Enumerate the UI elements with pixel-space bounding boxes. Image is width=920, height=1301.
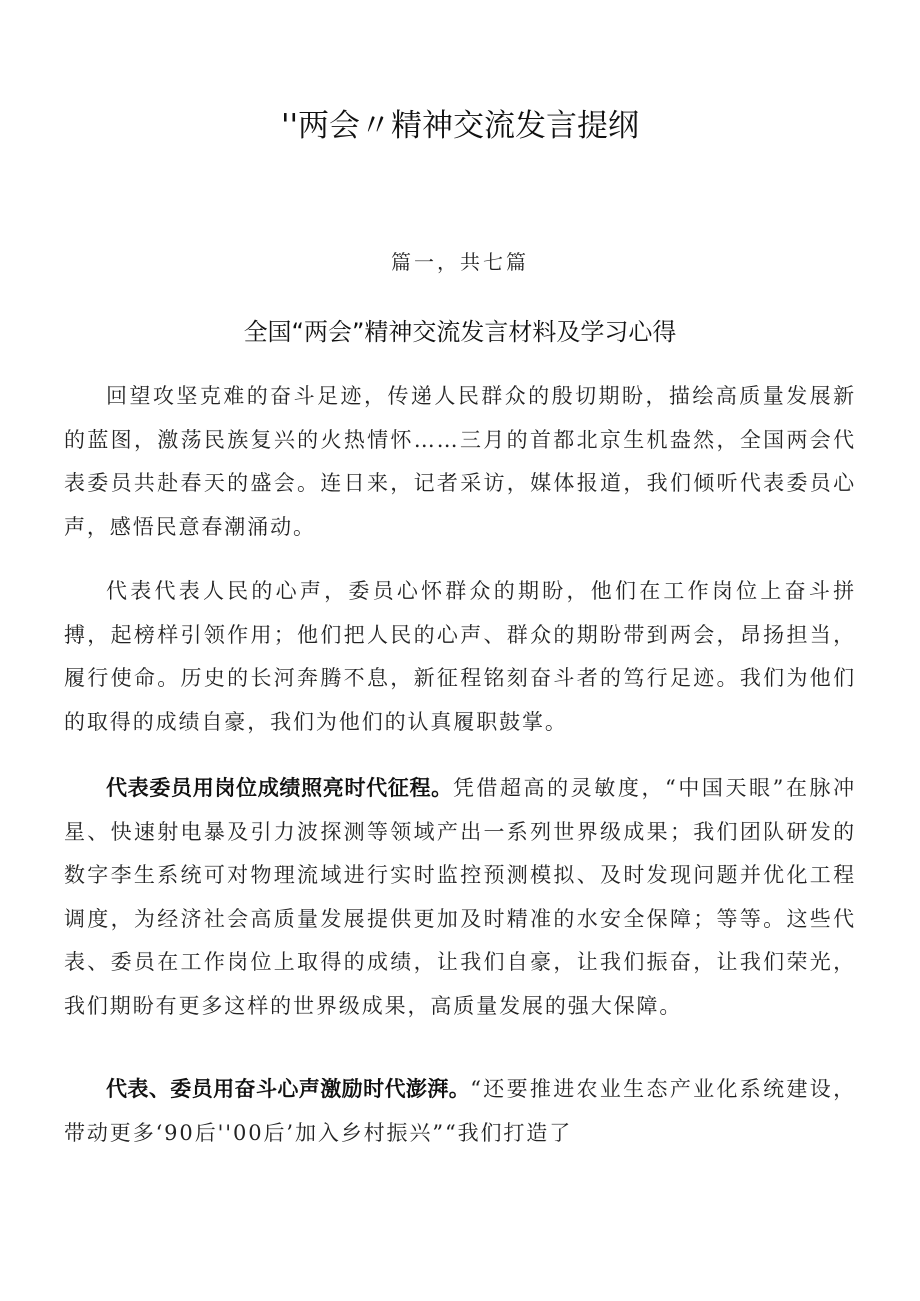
paragraph-4 [64,1068,856,1155]
paragraph-1-text: 回望攻坚克难的奋斗足迹，传递人民群众的殷切期盼，描绘高质量发展新的蓝图，激荡民族复兴的火热情怀……三月的首都北京生机盎然，全国两会代表委员共赴春天的盛会。连日来，记者采访，媒体报道，我们倾听代表委员心声，感悟民意春潮涌动。 [64,384,856,539]
paragraph-3-text: 凭借超高的灵敏度，“中国天眼”在脉冲星、快速射电暴及引力波探测等领域产出一系列世界级成果；我们团队研发的数字李生系统可对物理流域进行实时监控预测模拟、及时发现问题并优化工程调度，为经济社会高质量发展提供更加及时精准的水安全保障；等等。这些代表、委员在工作岗位上取得的成绩，让我们自豪，让我们振奋，让我们荣光，我们期盼有更多这样的世界级成果，高质量发展的强大保障。 [64,776,857,1018]
article-title: 全国“两会”精神交流发言材料及学习心得 [243,318,677,346]
paragraph-4-lead: 代表、委员用奋斗心声激励时代澎湃。 [106,1077,471,1101]
paragraph-3-lead: 代表委员用岗位成绩照亮时代征程。 [106,776,453,800]
paragraph-4-text: “还要推进农业生态产业化系统建设，带动更多‘90后''00后’加入乡村振兴”“我们打造了 [64,1077,856,1145]
paragraph-2 [64,570,856,744]
document-title: ''两会〃精神交流发言提纲 [280,108,640,144]
paragraph-2-text: 代表代表人民的心声，委员心怀群众的期盼，他们在工作岗位上奋斗拼搏，起榜样引领作用；他们把人民的心声、群众的期盼带到两会，昂扬担当，履行使命。历史的长河奔腾不息，新征程铭刻奋斗者的笃行足迹。我们为他们的取得的成绩自豪，我们为他们的认真履职鼓掌。 [64,579,856,734]
chapter-label: 篇一，共七篇 [391,250,529,274]
paragraph-1 [64,375,856,549]
paragraph-3 [64,767,856,1028]
